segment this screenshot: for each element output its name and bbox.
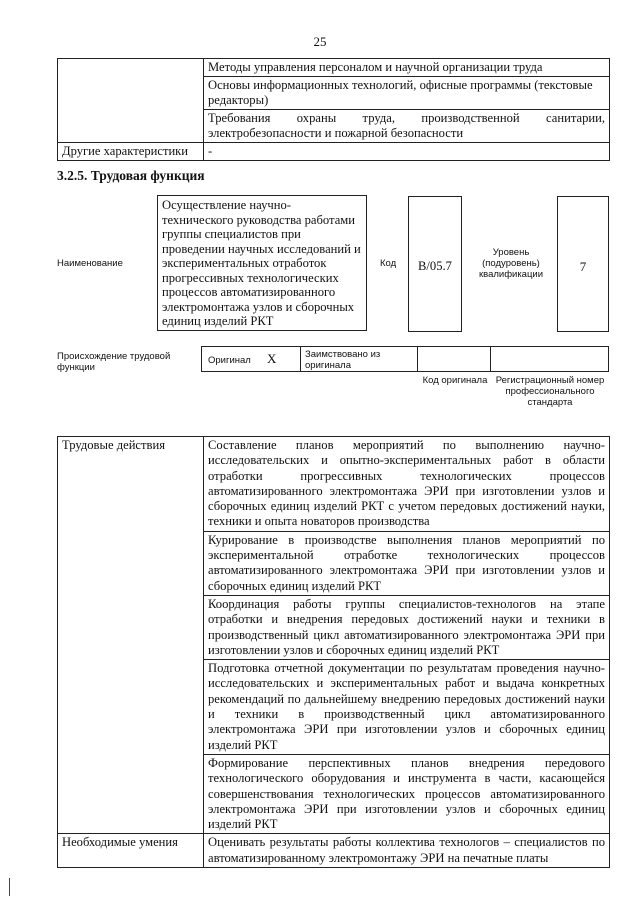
table-cell-label — [58, 59, 204, 143]
level-box: 7 — [557, 196, 609, 332]
code-box: В/05.7 — [408, 196, 462, 332]
origin-borrowed-cell: Заимствовано из оригинала — [300, 346, 418, 372]
origin-reg-caption: Регистрационный номер профессионального стандарта — [495, 375, 605, 408]
level-label: Уровень (подуровень) квалификации — [478, 247, 544, 280]
labor-action-item: Составление планов мероприятий по выполнению научно-исследовательских и опытно-экспериментальных работ в области отработки прогрессивных технологических процессов автоматизированного электромонтажа ЭРИ при изготовлении узлов и сборочных единиц изделий РКТ с учетом передовых достижений науки, техники и опыта новаторов производства — [204, 437, 610, 532]
table-cell-label: Другие характеристики — [58, 143, 204, 161]
page-number: 25 — [313, 34, 327, 49]
table-cell-value: - — [204, 143, 610, 161]
labor-actions-table — [57, 436, 610, 868]
skills-value: Оценивать результаты работы коллектива технологов – специалистов по автоматизированному электромонтажу ЭРИ на печатные платы — [204, 834, 610, 868]
labor-action-item: Формирование перспективных планов внедрения передового технологического оборудования и инструмента в части, касающейся совершенствования технологических процессов автоматизированного электромонтажа ЭРИ при изготовлении узлов и сборочных единиц изделий РКТ — [204, 754, 610, 833]
table-row — [58, 143, 610, 161]
table-row — [58, 59, 610, 77]
origin-code-cell — [417, 346, 491, 372]
origin-label: Происхождение трудовой функции — [57, 351, 171, 373]
table-cell-value: Основы информационных технологий, офисные программы (текстовые редакторы) — [204, 77, 610, 110]
origin-original-cell — [201, 346, 301, 372]
origin-reg-cell — [490, 346, 609, 372]
labor-actions-label: Трудовые действия — [58, 437, 204, 834]
code-label: Код — [380, 258, 397, 269]
labor-action-item: Координация работы группы специалистов-технологов на этапе отработки и внедрения передовых достижений науки и техники в производственный цикл автоматизированного электромонтажа ЭРИ при изготовлении узлов и сборочных единиц изделий РКТ — [204, 595, 610, 659]
labor-action-item: Подготовка отчетной документации по результатам проведения научно-исследовательских и экспериментальных работ и выдача конкретных рекомендаций по дальнейшему внедрению передовых достижений науки и техники в производственный цикл автоматизированного электромонтажа ЭРИ при изготовлении узлов и сборочных единиц изделий РКТ — [204, 660, 610, 755]
function-name-box: Осуществление научно-технического руководства работами группы специалистов при проведении научных исследований и экспериментальных отработок прогрессивных технологических процессов автоматизированного электромонтажа узлов и сборочных единиц изделий РКТ — [157, 195, 367, 331]
table-row — [58, 437, 610, 532]
margin-mark — [9, 878, 10, 896]
table-cell-value: Методы управления персоналом и научной организации труда — [204, 59, 610, 77]
name-label: Наименование — [57, 258, 123, 269]
section-title: 3.2.5. Трудовая функция — [57, 168, 205, 183]
labor-action-item: Курирование в производстве выполнения планов мероприятий по экспериментальной отработке технологических процессов автоматизированного электромонтажа ЭРИ при изготовлении узлов и сборочных единиц изделий РКТ — [204, 531, 610, 595]
table-cell-value: Требования охраны труда, производственной санитарии, электробезопасности и пожарной безопасности — [204, 110, 610, 143]
original-label: Оригинал — [208, 355, 251, 366]
origin-code-caption: Код оригинала — [422, 375, 488, 386]
knowledge-table — [57, 58, 610, 161]
original-mark: X — [267, 351, 277, 366]
table-row — [58, 834, 610, 868]
skills-label: Необходимые умения — [58, 834, 204, 868]
